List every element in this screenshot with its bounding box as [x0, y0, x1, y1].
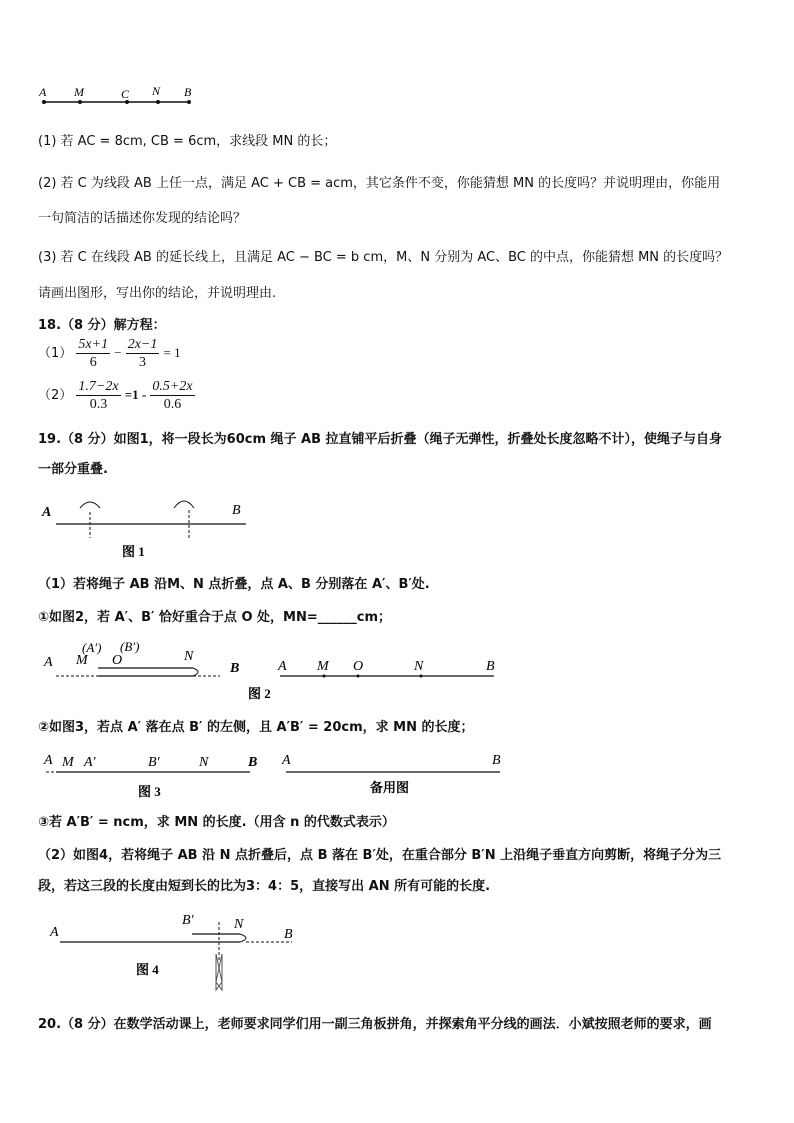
eq2-den2: 0.6: [150, 395, 194, 413]
eq1-rhs: = 1: [163, 345, 181, 360]
fig3-N: N: [199, 755, 209, 770]
fig1-B: B: [232, 503, 241, 518]
fig4-Bp: B′: [182, 913, 194, 928]
q19-part1: （1）若将绳子 AB 沿M、N 点折叠，点 A、B 分别落在 A′、B′处.: [38, 577, 430, 592]
point-M: M: [74, 85, 84, 99]
fig3-Bp: B′: [148, 755, 160, 770]
fig3-caption: 图 3: [138, 784, 161, 799]
eq2-num1: 1.7−2x: [78, 379, 119, 394]
q19-header-line1: 19.（8 分）如图1，将一段长为60cm 绳子 AB 拉直铺平后折叠（绳子无弹性，折叠处长度忽略不计），使绳子与自身: [38, 432, 723, 447]
point-A: A: [39, 85, 47, 99]
fig1-caption: 图 1: [122, 544, 145, 559]
fig2-A: A: [44, 655, 53, 670]
fig4-N: N: [234, 917, 244, 932]
eq1-den1: 6: [76, 353, 110, 371]
eq2-den1: 0.3: [76, 395, 120, 413]
q20-text: 20.（8 分）在数学活动课上，老师要求同学们用一副三角板拼角，并探索角平分线的画法．小斌按照老师的要求，画: [38, 1017, 712, 1032]
fig3b-B: B: [492, 753, 501, 768]
figure-3: [38, 744, 508, 802]
fig2b-N: N: [414, 659, 424, 674]
fig2-Bp: (B′): [120, 639, 140, 654]
fig2b-B: B: [486, 659, 495, 674]
eq1-num1: 5x+1: [78, 337, 109, 352]
fig2-M: M: [76, 653, 88, 668]
q19-part1-b: ②如图3，若点 A′ 落在点 B′ 的左侧，且 A′B′ = 20cm，求 MN 的长度；: [38, 720, 474, 735]
fig3-Ap: A′: [84, 755, 96, 770]
fig3-A: A: [44, 753, 53, 768]
equation-2: [38, 378, 195, 413]
fig2-B: B: [230, 661, 240, 676]
figure-1: [38, 494, 258, 564]
fig2b-A: A: [278, 659, 287, 674]
q17-part2-line2: 一句简洁的话描述你发现的结论吗？: [38, 211, 247, 226]
equation-1: [38, 336, 181, 371]
fig4-caption: 图 4: [136, 962, 159, 977]
fig2-Ap: (A′): [82, 640, 102, 655]
fig1-A: A: [42, 505, 52, 520]
eq1-label: （1）: [38, 346, 73, 361]
fig4-B: B: [284, 927, 293, 942]
q17-part1: (1) 若 AC = 8cm, CB = 6cm，求线段 MN 的长；: [38, 134, 337, 149]
q19-part2-line2: 段，若这三段的长度由短到长的比为3：4：5，直接写出 AN 所有可能的长度.: [38, 879, 491, 894]
q19-part2-line1: （2）如图4，若将绳子 AB 沿 N 点折叠后，点 B 落在 B′处，在重合部分 B′N 上沿绳子垂直方向剪断，将绳子分为三: [38, 848, 722, 863]
fig2b-M: M: [317, 659, 329, 674]
fig2-N: N: [184, 649, 194, 664]
q17-part2-line1: (2) 若 C 为线段 AB 上任一点，满足 AC + CB = acm，其它条件不变，你能猜想 MN 的长度吗？并说明理由，你能用: [38, 176, 721, 191]
eq1-num2: 2x−1: [127, 337, 158, 352]
figure-4: [44, 902, 314, 1002]
fig3-caption2: 备用图: [370, 780, 410, 795]
eq2-mid: =1 -: [124, 387, 147, 402]
fig3-M: M: [62, 755, 74, 770]
fig2-O: O: [112, 653, 123, 668]
fig4-A: A: [50, 925, 59, 940]
fig2b-O: O: [353, 659, 364, 674]
figure-2: [38, 634, 508, 706]
eq1-op: −: [114, 345, 122, 360]
segment-figure-top: [34, 84, 204, 114]
q19-part1-c: ③若 A′B′ = ncm，求 MN 的长度.（用含 n 的代数式表示）: [38, 815, 395, 830]
q19-header-line2: 一部分重叠.: [38, 462, 108, 477]
fig3-B: B: [248, 755, 258, 770]
eq2-num2: 0.5+2x: [152, 379, 193, 394]
eq1-den2: 3: [126, 353, 160, 371]
point-B: B: [184, 85, 192, 99]
q17-part3-line1: (3) 若 C 在线段 AB 的延长线上，且满足 AC − BC = b cm，M、N 分别为 AC、BC 的中点，你能猜想 MN 的长度吗？: [38, 250, 729, 265]
q17-part3-line2: 请画出图形，写出你的结论，并说明理由.: [38, 286, 277, 301]
eq2-label: （2）: [38, 388, 73, 403]
fig2-caption: 图 2: [248, 686, 271, 701]
point-C: C: [121, 87, 130, 101]
q18-header: 18.（8 分）解方程：: [38, 318, 166, 333]
point-N: N: [152, 84, 161, 98]
fig3b-A: A: [282, 753, 291, 768]
q19-part1-a: ①如图2，若 A′、B′ 恰好重合于点 O 处，MN=______cm；: [38, 610, 391, 625]
